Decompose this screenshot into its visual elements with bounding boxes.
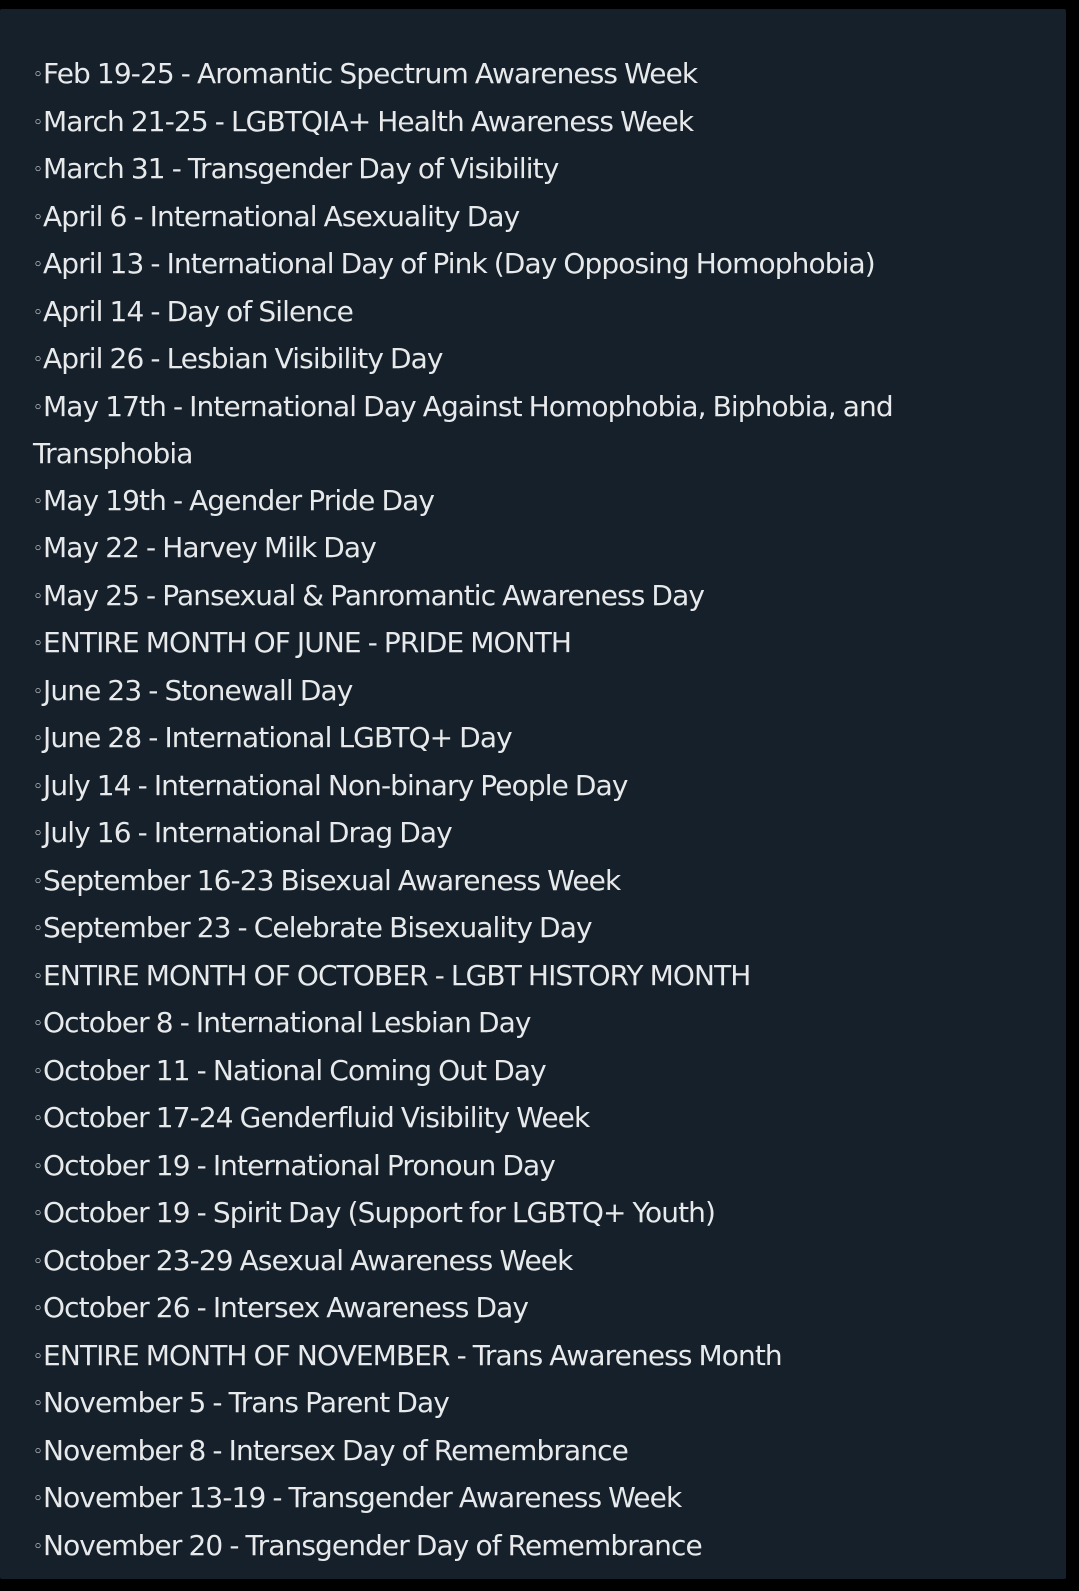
event-text: November 20 - Transgender Day of Remembrance (43, 1528, 702, 1562)
list-item (33, 668, 1043, 716)
list-item (33, 810, 1043, 858)
bullet-icon: ◦ (33, 1204, 44, 1224)
list-item (33, 289, 1043, 337)
list-item (33, 1190, 1043, 1238)
event-text: October 19 - Spirit Day (Support for LGBTQ+ Youth) (43, 1196, 716, 1229)
list-item (33, 1285, 1043, 1333)
list-item (33, 478, 1043, 526)
list-item (33, 763, 1043, 811)
list-item (33, 858, 1043, 906)
list-item (33, 1523, 1043, 1571)
bullet-icon: ◦ (33, 1394, 44, 1414)
list-item (33, 51, 1043, 99)
event-text: ENTIRE MONTH OF JUNE - PRIDE MONTH (43, 626, 572, 659)
event-text: ENTIRE MONTH OF OCTOBER - LGBT HISTORY MONTH (43, 958, 751, 992)
event-text: October 23-29 Asexual Awareness Week (43, 1243, 573, 1277)
bullet-icon: ◦ (33, 966, 44, 987)
bullet-icon: ◦ (33, 681, 44, 702)
event-text: September 23 - Celebrate Bisexuality Day (43, 911, 592, 944)
event-text: April 13 - International Day of Pink (Day Opposing Homophobia) (43, 247, 875, 280)
list-item (33, 1333, 1043, 1381)
event-text: March 21-25 - LGBTQIA+ Health Awareness Week (43, 104, 694, 138)
event-text: June 23 - Stonewall Day (43, 673, 353, 707)
bullet-icon: ◦ (33, 586, 44, 607)
event-text: November 13-19 - Transgender Awareness Week (43, 1481, 682, 1514)
event-text: May 22 - Harvey Milk Day (43, 531, 376, 564)
bullet-icon: ◦ (33, 539, 44, 559)
list-item (33, 525, 1043, 573)
event-text: July 16 - International Drag Day (43, 816, 452, 849)
bullet-icon: ◦ (33, 350, 44, 370)
list-item (33, 1428, 1043, 1476)
list-item (33, 99, 1043, 147)
event-text: ENTIRE MONTH OF NOVEMBER - Trans Awareness Month (43, 1338, 782, 1372)
bullet-icon: ◦ (33, 1156, 44, 1177)
list-item (33, 573, 1043, 621)
bullet-icon: ◦ (33, 776, 44, 797)
list-item (33, 1143, 1043, 1191)
bullet-icon: ◦ (33, 1536, 44, 1557)
list-item (33, 336, 1043, 384)
awareness-dates-list (33, 51, 1043, 1570)
event-text: October 17-24 Genderfluid Visibility Week (43, 1101, 590, 1134)
bullet-icon: ◦ (33, 65, 44, 85)
bullet-icon: ◦ (33, 919, 44, 939)
event-text: Feb 19-25 - Aromantic Spectrum Awareness Week (43, 57, 698, 90)
list-item (33, 1238, 1043, 1286)
event-text: October 19 - International Pronoun Day (43, 1148, 555, 1182)
bullet-icon: ◦ (33, 729, 44, 749)
bullet-icon: ◦ (33, 1251, 44, 1272)
bullet-icon: ◦ (33, 255, 44, 275)
event-text: June 28 - International LGBTQ+ Day (43, 721, 512, 754)
event-text: May 25 - Pansexual & Panromantic Awareness Day (43, 578, 705, 612)
bullet-icon: ◦ (33, 1061, 44, 1082)
bullet-icon: ◦ (33, 207, 44, 228)
bullet-icon: ◦ (33, 1299, 44, 1319)
list-item (33, 194, 1043, 242)
list-item (33, 1048, 1043, 1096)
bullet-icon: ◦ (33, 871, 44, 892)
list-item (33, 146, 1043, 194)
event-text: April 6 - International Asexuality Day (43, 199, 520, 233)
list-item (33, 1000, 1043, 1048)
event-text: October 11 - National Coming Out Day (43, 1053, 546, 1087)
list-item (33, 1475, 1043, 1523)
bullet-icon: ◦ (33, 824, 44, 844)
list-item (33, 953, 1043, 1001)
event-text: April 26 - Lesbian Visibility Day (43, 342, 443, 375)
list-item (33, 384, 1043, 478)
bullet-icon: ◦ (33, 634, 44, 654)
list-item (33, 905, 1043, 953)
bullet-icon: ◦ (33, 302, 44, 323)
event-text: November 5 - Trans Parent Day (43, 1386, 449, 1419)
bullet-icon: ◦ (33, 1441, 44, 1462)
event-text: May 19th - Agender Pride Day (43, 483, 435, 517)
event-text: November 8 - Intersex Day of Remembrance (43, 1433, 628, 1467)
post-content-panel (0, 9, 1066, 1579)
list-item (33, 1095, 1043, 1143)
event-text: September 16-23 Bisexual Awareness Week (43, 863, 621, 897)
event-text: March 31 - Transgender Day of Visibility (43, 152, 559, 185)
list-item (33, 715, 1043, 763)
bullet-icon: ◦ (33, 1109, 44, 1129)
list-item (33, 620, 1043, 668)
bullet-icon: ◦ (33, 1489, 44, 1509)
event-text: April 14 - Day of Silence (43, 294, 353, 328)
list-item (33, 1380, 1043, 1428)
bullet-icon: ◦ (33, 491, 44, 512)
bullet-icon: ◦ (33, 1014, 44, 1034)
event-text: July 14 - International Non-binary People Day (43, 768, 628, 802)
bullet-icon: ◦ (33, 160, 44, 180)
event-text: October 8 - International Lesbian Day (43, 1006, 531, 1039)
list-item (33, 241, 1043, 289)
event-text: October 26 - Intersex Awareness Day (43, 1291, 529, 1324)
bullet-icon: ◦ (33, 1346, 44, 1367)
bullet-icon: ◦ (33, 112, 44, 133)
event-text: May 17th - International Day Against Homophobia, Biphobia, and Transphobia (33, 389, 893, 470)
bullet-icon: ◦ (33, 397, 44, 418)
